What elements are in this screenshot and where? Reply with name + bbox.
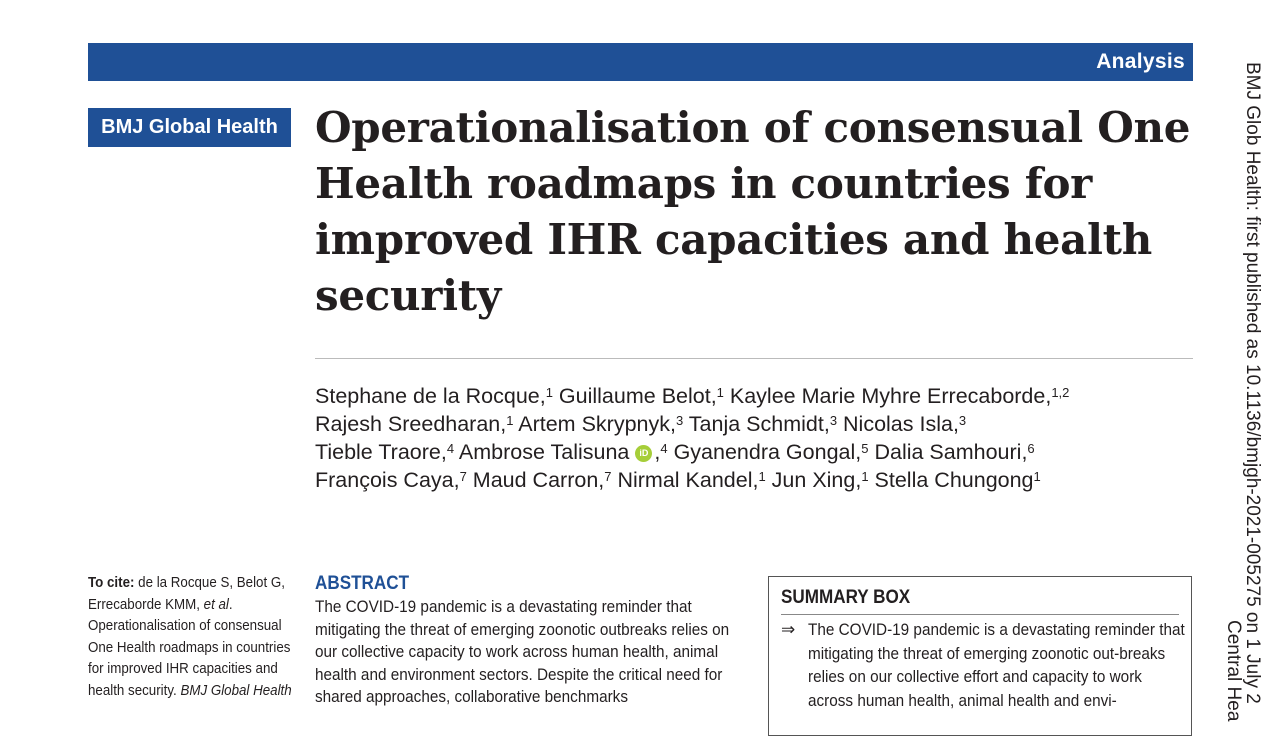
section-banner [88, 43, 1193, 81]
author-name: Nicolas Isla, [837, 412, 959, 436]
author-name: Tanja Schmidt, [683, 412, 830, 436]
author-name: François Caya, [315, 468, 460, 492]
author-name: Rajesh Sreedharan, [315, 412, 507, 436]
author-affiliation: 3 [829, 413, 838, 428]
journal-logo: BMJ Global Health [88, 108, 291, 147]
author-affiliation: 4 [446, 441, 455, 456]
author-list: Stephane de la Rocque,$^1$ Guillaume Belot,$^1$ Kaylee Marie Myhre Errecaborde,$^{1,2}$ Rajesh Sreedharan,$^1$ Artem Skrypnyk,$^3$ Tanja Schmidt,$^3$ Nicolas Isla,$^3$ Tieble Traore,$^4$ Ambrose Talisuna iD ,$^4$ Gyanendra Gongal,$^5$ Dalia Samhouri,$^6$ François Caya,$^7$ Maud Carron,$^7$ Nirmal Kandel,$^1$ Jun Xing,$^1$ Stella Chungong$^1$ [315, 384, 1070, 492]
citation-block [88, 573, 301, 702]
orcid-icon[interactable]: iD [635, 445, 652, 462]
publication-note: BMJ Glob Health: first published as 10.1136/bmjgh-2021-005275 on 1 July 2 [1242, 62, 1263, 704]
author-name: Ambrose Talisuna [454, 440, 630, 464]
citation-label: To cite: [88, 575, 135, 591]
abstract-heading: ABSTRACT [315, 573, 410, 594]
citation-text-2: . Operationalisation of consensual One Health roadmaps in countries for improved IHR capacities and health security. [88, 596, 291, 699]
summary-heading: SUMMARY BOX [781, 587, 911, 608]
abstract-text: The COVID-19 pandemic is a devastating reminder that mitigating the threat of emerging zoonotic outbreaks relies on our collective capacity to work across human health, animal health and environment sectors. Despite the critical need for shared approaches, collaborative benchmarks [315, 597, 730, 706]
author-affiliation: 1 [758, 469, 766, 484]
author-name: Jun Xing, [765, 468, 862, 492]
author-affiliation: 1 [545, 385, 553, 400]
author-affiliation: 5 [861, 441, 869, 456]
author-affiliation: 4 [660, 441, 668, 456]
citation-journal: BMJ Global Health [180, 682, 292, 699]
section-label: Analysis [1096, 50, 1185, 73]
author-affiliation: 7 [604, 469, 612, 484]
author-affiliation: 3 [958, 413, 967, 428]
author-name: Stella Chungong [868, 468, 1034, 492]
author-affiliation: 3 [675, 413, 684, 428]
summary-item [781, 618, 1185, 712]
author-affiliation: 1,2 [1051, 385, 1070, 400]
author-affiliation: 1 [861, 469, 869, 484]
summary-item-text: The COVID-19 pandemic is a devastating reminder that mitigating the threat of emerging zoonotic out-breaks relies on our collective effort and capacity to work across human health, animal health and envi- [808, 620, 1185, 710]
article-title: Operationalisation of consensual One Health roadmaps in countries for improved IHR capacities and health security [315, 103, 1191, 320]
author-name: Gyanendra Gongal, [667, 440, 862, 464]
summary-box [768, 576, 1192, 736]
author-affiliation: 1 [506, 413, 514, 428]
publication-note-2: Central Hea [1223, 620, 1244, 722]
author-name: Kaylee Marie Myhre Errecaborde, [723, 384, 1052, 408]
author-name: Guillaume Belot, [552, 384, 717, 408]
author-name: Dalia Samhouri, [868, 440, 1028, 464]
double-arrow-icon: ⇒ [781, 620, 796, 639]
author-affiliation: 6 [1027, 441, 1035, 456]
author-name: Artem Skrypnyk, [513, 412, 676, 436]
summary-divider [781, 614, 1179, 615]
author-name: Stephane de la Rocque, [315, 384, 546, 408]
author-name: Maud Carron, [466, 468, 605, 492]
citation-etal: et al [203, 596, 229, 613]
author-affiliation: 1 [1033, 469, 1041, 484]
abstract [315, 572, 755, 709]
author-affiliation: 1 [716, 385, 724, 400]
title-divider [315, 358, 1193, 359]
citation-text: de la Rocque S, Belot G, Errecaborde KMM, [88, 575, 285, 613]
author-name: Tieble Traore, [315, 440, 447, 464]
author-affiliation: 7 [459, 469, 467, 484]
author-name: Nirmal Kandel, [611, 468, 759, 492]
